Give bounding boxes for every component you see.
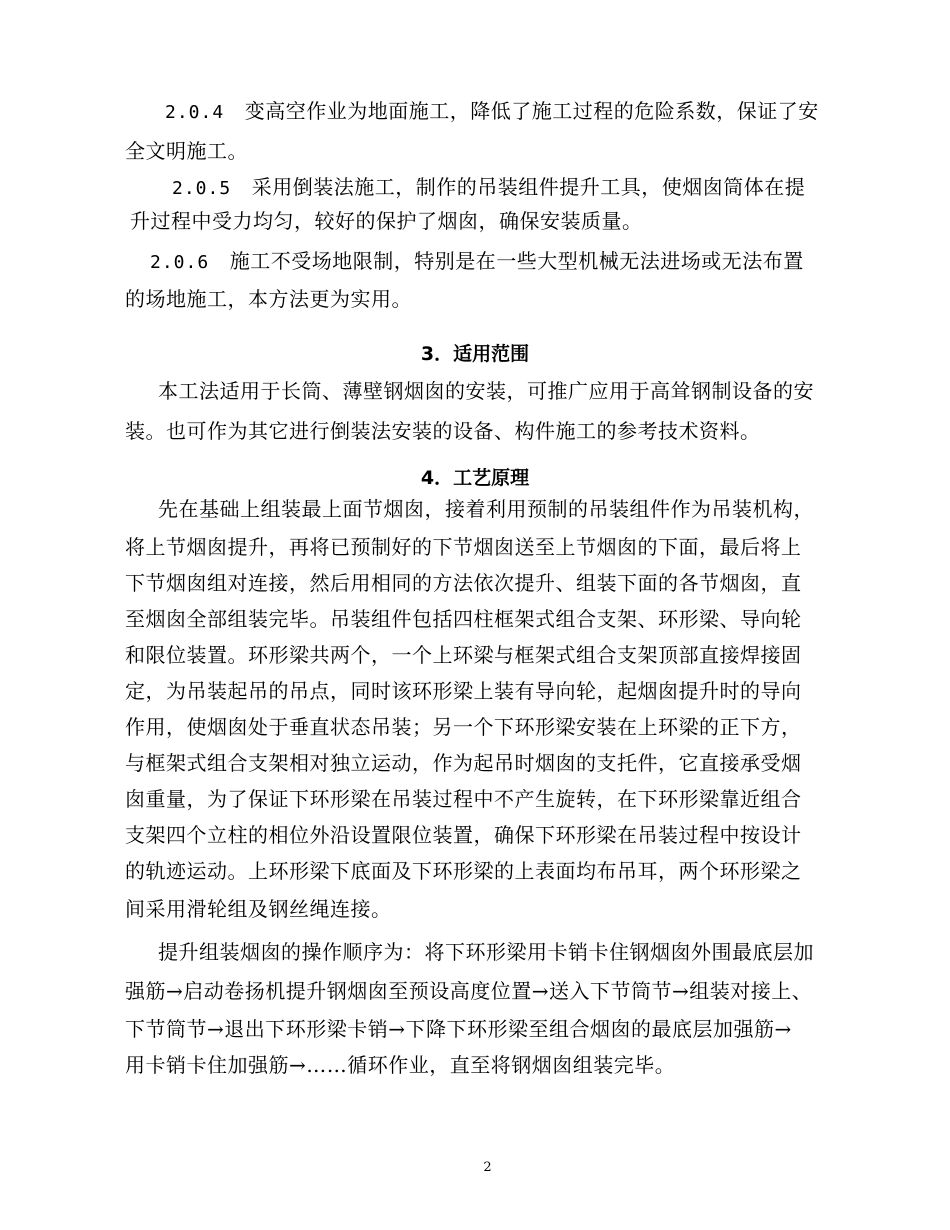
section-4-para1-line: 间采用滑轮组及钢丝绳连接。 <box>125 897 392 921</box>
section-4-para1-line: 定，为吊装起吊的吊点，同时该环形梁上装有导向轮，起烟囱提升时的导向 <box>125 679 802 703</box>
section-4-para1-line: 至烟囱全部组装完毕。吊装组件包括四柱框架式组合支架、环形梁、导向轮 <box>125 607 802 631</box>
section-4-para2-line: 提升组装烟囱的操作顺序为：将下环形梁用卡销卡住钢烟囱外围最底层加 <box>158 940 814 964</box>
page-number: 2 <box>483 1160 492 1175</box>
section-3-heading: 3．适用范围 <box>420 343 530 365</box>
section-4-para1-line: 先在基础上组装最上面节烟囱，接着利用预制的吊装组件作为吊装机构， <box>158 497 814 521</box>
paragraph-2-0-6-line-2: 的场地施工，本方法更为实用。 <box>125 287 412 311</box>
section-4-para1-line: 和限位装置。环形梁共两个，一个上环梁与框架式组合支架顶部直接焊接固 <box>125 643 802 667</box>
clause-number-2-0-5: 2.0.5 <box>172 178 232 199</box>
section-4-para1-line: 将上节烟囱提升，再将已预制好的下节烟囱送至上节烟囱的下面，最后将上 <box>125 535 802 559</box>
paragraph-2-0-4-line-1 <box>165 99 819 125</box>
section-4-para1-line: 与框架式组合支架相对独立运动，作为起吊时烟囱的支托件，它直接承受烟 <box>125 751 802 775</box>
section-4-para1-line: 支架四个立柱的相位外沿设置限位装置，确保下环形梁在吊装过程中按设计 <box>125 823 802 847</box>
section-4-para2-line: 用卡销卡住加强筋→……循环作业，直至将钢烟囱组装完毕。 <box>125 1053 676 1077</box>
clause-text: 变高空作业为地面施工，降低了施工过程的危险系数，保证了安 <box>244 99 819 123</box>
section-4-para1-line: 囱重量，为了保证下环形梁在吊装过程中不产生旋转，在下环形梁靠近组合 <box>125 787 802 811</box>
section-3-line: 本工法适用于长筒、薄壁钢烟囱的安装，可推广应用于高耸钢制设备的安 <box>158 379 814 403</box>
section-4-para1-line: 下节烟囱组对连接，然后用相同的方法依次提升、组装下面的各节烟囱，直 <box>125 571 802 595</box>
paragraph-2-0-4-line-2: 全文明施工。 <box>125 139 248 163</box>
section-4-para1-line: 作用，使烟囱处于垂直状态吊装；另一个下环形梁安装在上环梁的正下方， <box>125 715 802 739</box>
paragraph-2-0-5-line-2: 升过程中受力均匀，较好的保护了烟囱，确保安装质量。 <box>130 209 643 233</box>
section-4-heading: 4．工艺原理 <box>420 467 530 489</box>
clause-text: 施工不受场地限制，特别是在一些大型机械无法进场或无法布置 <box>229 249 804 273</box>
paragraph-2-0-6-line-1 <box>150 249 804 275</box>
clause-number-2-0-4: 2.0.4 <box>165 102 225 123</box>
clause-number-2-0-6: 2.0.6 <box>150 252 210 273</box>
section-3-line: 装。也可作为其它进行倒装法安装的设备、构件施工的参考技术资料。 <box>125 419 761 443</box>
paragraph-2-0-5-line-1 <box>172 175 805 201</box>
section-4-para1-line: 的轨迹运动。上环形梁下底面及下环形梁的上表面均布吊耳，两个环形梁之 <box>125 859 802 883</box>
section-4-para2-line: 下节筒节→退出下环形梁卡销→下降下环形梁至组合烟囱的最底层加强筋→ <box>125 1017 792 1041</box>
clause-text: 采用倒装法施工，制作的吊装组件提升工具，使烟囱筒体在提 <box>251 175 806 199</box>
section-4-para2-line: 强筋→启动卷扬机提升钢烟囱至预设高度位置→送入下节筒节→组装对接上、 <box>125 979 813 1003</box>
